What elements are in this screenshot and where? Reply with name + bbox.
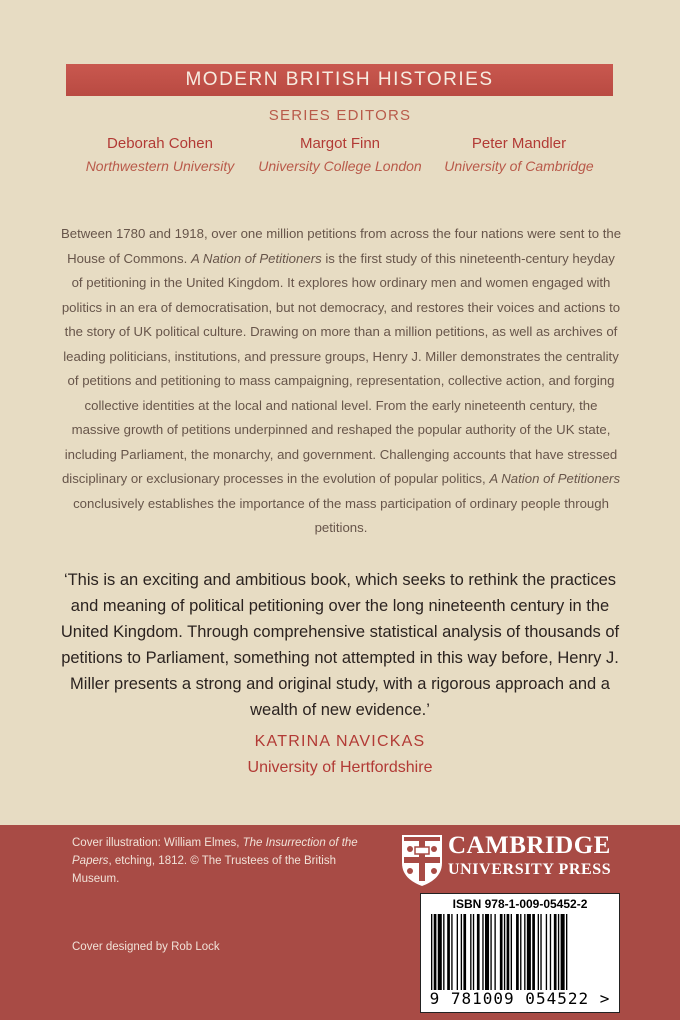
barcode-bar — [524, 914, 525, 990]
series-editor — [240, 135, 440, 174]
blurb-text: is the first study of this nineteenth-century heyday of petitioning in the United Kingdom. It explores how ordinary men and women engaged with politics in an era of democratisation, but not democracy, and restores their voices and actions to the story of UK political culture. Drawing on more than a million petitions, as well as archives of leading politicians, institutions, and pressure groups, Henry J. Miller demonstrates the centrality of petitions and petitioning to mass campaigning, representation, collective action, and forging collective identities at the local and national level. From the early nineteenth century, the massive growth of petitions underpinned and reshaped the popular authority of the UK state, including Parliament, the monarchy, and government. Challenging accounts that have stressed disciplinary or exclusionary processes in the evolution of popular politics, — [61, 250, 621, 486]
reviewer-name: KATRINA NAVICKAS — [254, 733, 426, 750]
barcode-bar — [550, 914, 551, 990]
barcode-bar — [438, 914, 442, 990]
cover-illustration-credit — [72, 834, 372, 888]
barcode-bar — [561, 914, 565, 990]
back-cover-footer — [0, 825, 680, 1020]
blurb-book-title: A Nation of Petitioners — [190, 250, 322, 266]
barcode-bar — [494, 914, 495, 990]
barcode-bar — [470, 914, 471, 990]
reviewer-affiliation: University of Hertfordshire — [247, 759, 433, 776]
barcode-bar — [532, 914, 535, 990]
endorsement-quote: ‘This is an exciting and ambitious book, which seeks to rethink the practices and meaning of political petitioning over the long nineteenth century in the United Kingdom. Through comprehensive statistical analysis of thousands of petitions to Parliament, something not attempted in this way before, Henry J. Miller presents a strong and original study, with a rigorous approach and a wealth of new evidence.’ — [60, 571, 620, 719]
barcode-bar — [507, 914, 510, 990]
isbn-barcode — [420, 893, 620, 1013]
credit-text: , etching, 1812. © The Trustees of the British Museum. — [72, 855, 336, 885]
barcode-bar — [485, 914, 489, 990]
editor-affiliation: University College London — [258, 158, 422, 174]
barcode-bar — [431, 914, 432, 990]
barcode-bar — [500, 914, 503, 990]
series-editor — [419, 135, 619, 174]
editor-name: Peter Mandler — [471, 135, 567, 152]
series-editors-label: SERIES EDITORS — [268, 107, 412, 124]
barcode-bar — [558, 914, 559, 990]
barcode-bar — [463, 914, 466, 990]
barcode-bar — [520, 914, 521, 990]
barcode-bar — [434, 914, 437, 990]
blurb-text: conclusively establishes the importance of the mass participation of ordinary people through petitions. — [73, 495, 609, 535]
credit-text: Cover illustration: William Elmes, — [72, 837, 243, 849]
barcode-bar — [490, 914, 491, 990]
editor-name: Margot Finn — [299, 135, 381, 152]
barcode-bar — [554, 914, 557, 990]
blurb-text: Between 1780 and 1918, over one million petitions from across the four nations were sent to the House of Commons. — [60, 226, 622, 266]
publisher-subtitle: UNIVERSITY PRESS — [448, 861, 612, 878]
barcode-bar — [566, 914, 567, 990]
barcode-bar — [443, 914, 444, 990]
barcode-bars — [429, 914, 611, 990]
credit-artwork-title: The Insurrection of the Papers — [72, 837, 358, 867]
barcode-digits: 9 781009 054522 > — [429, 989, 611, 1008]
barcode-bar — [473, 914, 474, 990]
barcode-bar — [447, 914, 450, 990]
isbn-label: ISBN 978-1-009-05452-2 — [452, 897, 588, 911]
barcode-bar — [546, 914, 547, 990]
barcode-bar — [461, 914, 462, 990]
blurb-book-title: A Nation of Petitioners — [489, 471, 621, 486]
barcode-bar — [516, 914, 519, 990]
publisher-name: CAMBRIDGE — [448, 832, 611, 859]
series-editor — [60, 135, 260, 174]
book-description — [60, 222, 622, 541]
barcode-bar — [482, 914, 483, 990]
barcode-bar — [504, 914, 505, 990]
barcode-bar — [451, 914, 452, 990]
barcode-bar — [540, 914, 541, 990]
editor-affiliation: Northwestern University — [85, 158, 235, 174]
editor-affiliation: University of Cambridge — [444, 158, 594, 174]
cover-designer-credit: Cover designed by Rob Lock — [72, 941, 220, 953]
barcode-bar — [538, 914, 539, 990]
cambridge-shield-icon — [400, 833, 444, 887]
barcode-bar — [511, 914, 512, 990]
barcode-bar — [457, 914, 458, 990]
series-title-banner: MODERN BRITISH HISTORIES — [66, 64, 613, 96]
editor-name: Deborah Cohen — [107, 135, 213, 152]
barcode-bar — [527, 914, 531, 990]
barcode-bar — [477, 914, 480, 990]
